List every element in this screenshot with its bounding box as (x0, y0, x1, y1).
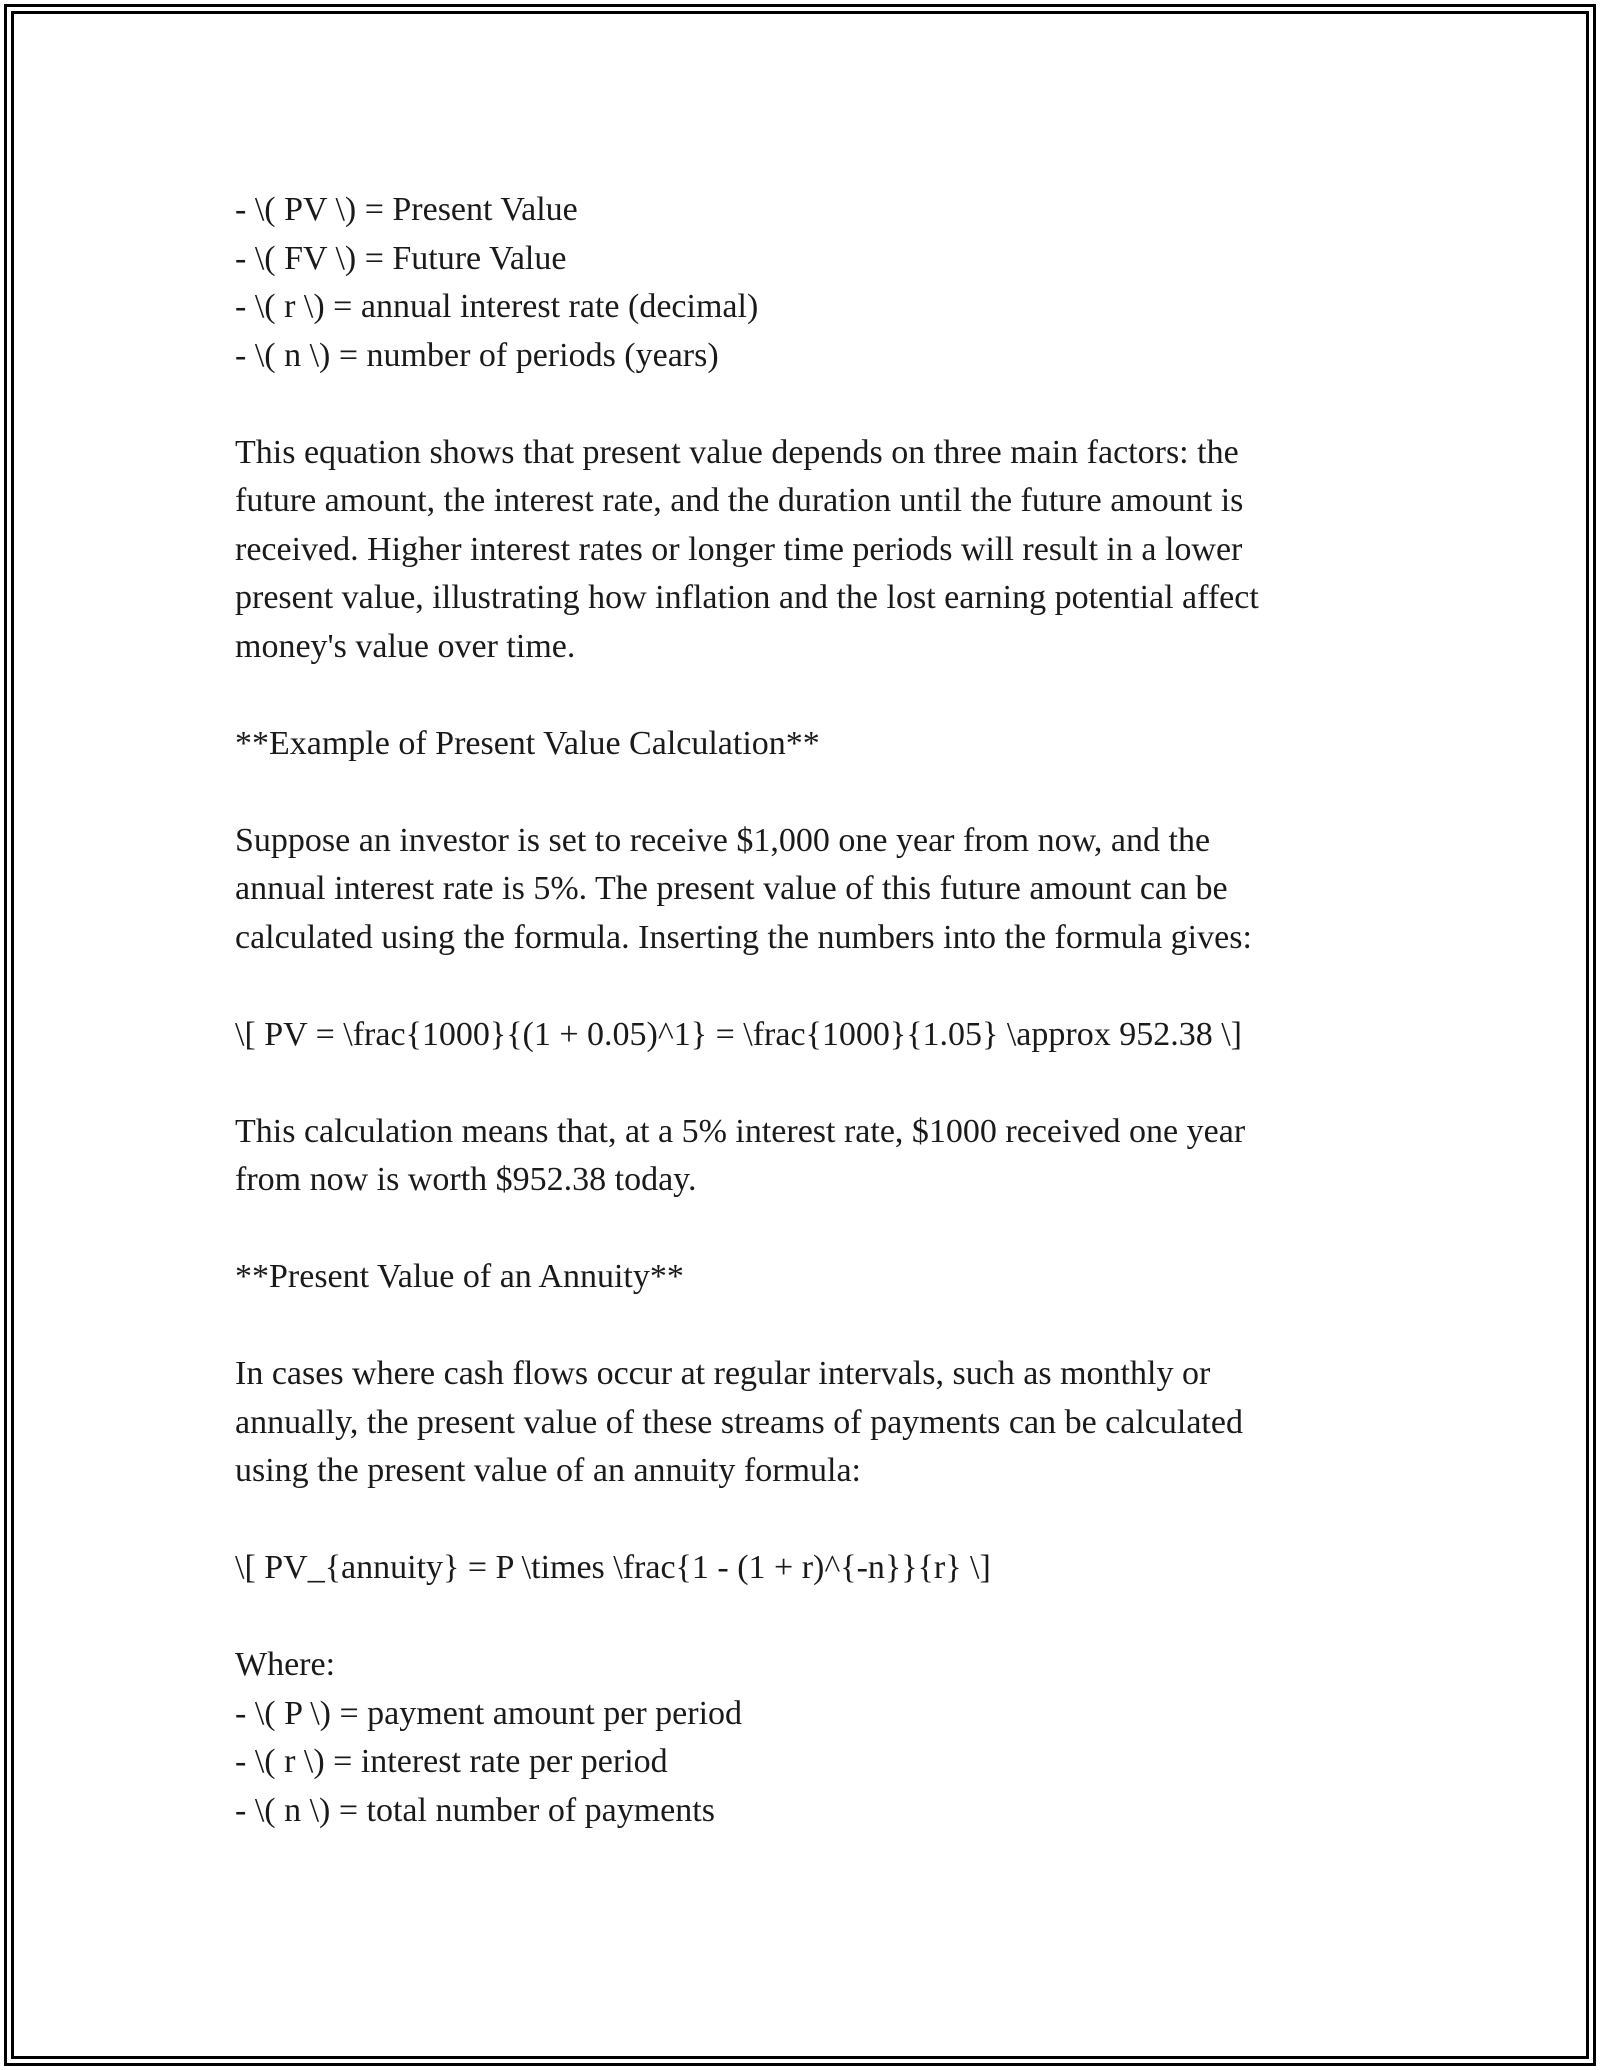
result-paragraph (235, 1108, 1385, 1205)
definition-pv: - \( PV \) = Present Value (235, 191, 578, 228)
document-body (235, 186, 1385, 1835)
paragraph-line: annually, the present value of these streams of payments can be calculated (235, 1403, 1243, 1441)
definition-r: - \( r \) = annual interest rate (decimal) (235, 288, 759, 325)
example-paragraph (235, 817, 1385, 963)
where-label: Where: (235, 1646, 336, 1683)
annuity-heading: **Present Value of an Annuity** (235, 1258, 684, 1295)
annuity-paragraph (235, 1350, 1385, 1496)
explanation-paragraph (235, 429, 1385, 672)
definition-r: - \( r \) = interest rate per period (235, 1743, 668, 1780)
paragraph-line: This equation shows that present value depends on three main factors: the (235, 433, 1239, 471)
variable-definitions-bottom (235, 1690, 1385, 1836)
paragraph-line: calculated using the formula. Inserting the numbers into the formula gives: (235, 918, 1252, 956)
definition-n: - \( n \) = number of periods (years) (235, 336, 719, 374)
paragraph-line: from now is worth $952.38 today. (235, 1161, 697, 1198)
paragraph-line: present value, illustrating how inflation and the lost earning potential affect (235, 579, 1259, 616)
paragraph-line: using the present value of an annuity formula: (235, 1452, 861, 1489)
definition-n: - \( n \) = total number of payments (235, 1791, 715, 1829)
definition-fv: - \( FV \) = Future Value (235, 239, 567, 277)
example-heading: **Example of Present Value Calculation** (235, 724, 820, 762)
annuity-formula: \[ PV_{annuity} = P \times \frac{1 - (1 + r)^{-n}}{r} \] (235, 1549, 991, 1586)
variable-definitions-top (235, 186, 1385, 380)
paragraph-line: This calculation means that, at a 5% interest rate, $1000 received one year (235, 1112, 1246, 1150)
paragraph-line: In cases where cash flows occur at regular intervals, such as monthly or (235, 1355, 1211, 1392)
paragraph-line: future amount, the interest rate, and the duration until the future amount is (235, 482, 1244, 519)
paragraph-line: received. Higher interest rates or longer time periods will result in a lower (235, 530, 1243, 568)
paragraph-line: Suppose an investor is set to receive $1,000 one year from now, and the (235, 821, 1211, 859)
paragraph-line: annual interest rate is 5%. The present value of this future amount can be (235, 870, 1228, 907)
definition-p: - \( P \) = payment amount per period (235, 1694, 743, 1732)
paragraph-line: money's value over time. (235, 627, 576, 665)
example-formula: \[ PV = \frac{1000}{(1 + 0.05)^1} = \frac{1000}{1.05} \approx 952.38 \] (235, 1015, 1242, 1053)
